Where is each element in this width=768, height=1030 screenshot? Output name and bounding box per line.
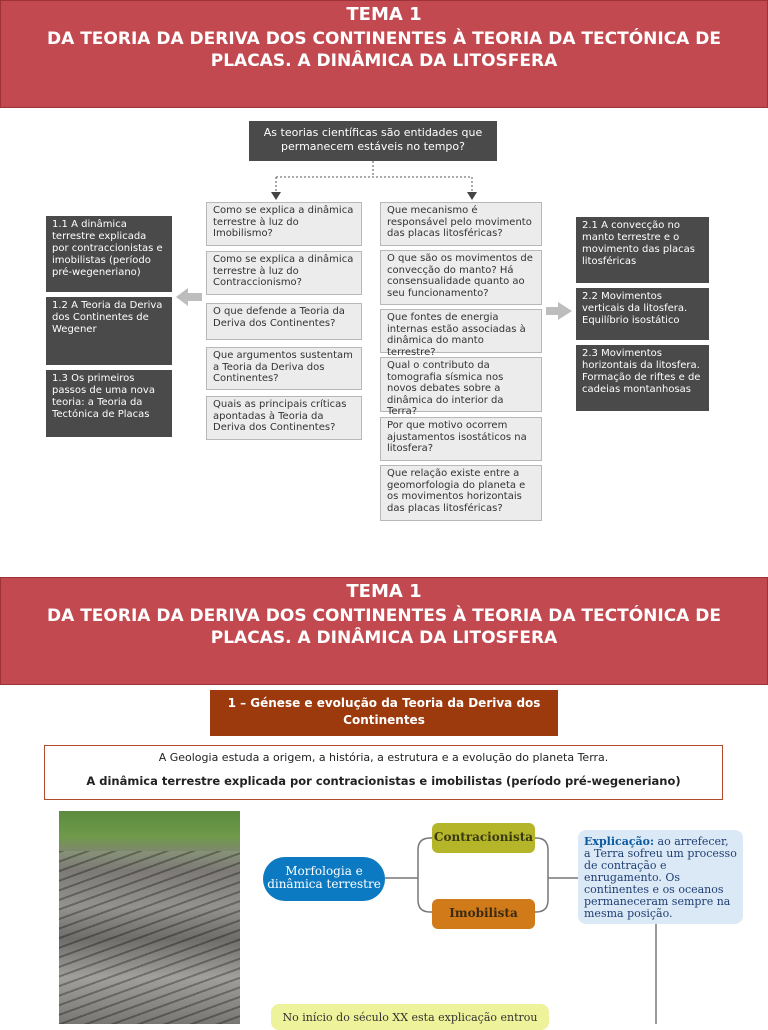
intro-box bbox=[44, 745, 723, 800]
left-topic-1-2: 1.2 A Teoria da Deriva dos Continentes de Wegener bbox=[46, 297, 172, 365]
left-question-2: Como se explica a dinâmica terrestre à luz do Contraccionismo? bbox=[206, 251, 362, 295]
right-question-5: Por que motivo ocorrem ajustamentos isostáticos na litosfera? bbox=[380, 417, 542, 461]
right-topic-2-2: 2.2 Movimentos verticais da litosfera. Equilíbrio isostático bbox=[576, 288, 709, 340]
right-question-2: O que são os movimentos de convecção do manto? Há consensualidade quanto ao seu funcionamento? bbox=[380, 250, 542, 305]
right-question-6: Que relação existe entre a geomorfologia do planeta e os movimentos horizontais das placas litosféricas? bbox=[380, 465, 542, 521]
contracionista-pill: Contracionista bbox=[432, 823, 535, 853]
footer-note bbox=[271, 1004, 549, 1030]
top-question: As teorias científicas são entidades que permanecem estáveis no tempo? bbox=[249, 121, 497, 161]
left-topic-1-3: 1.3 Os primeiros passos de uma nova teoria: a Teoria da Tectónica de Placas bbox=[46, 370, 172, 437]
slide2-title: DA TEORIA DA DERIVA DOS CONTINENTES À TEORIA DA TECTÓNICA DE PLACAS. A DINÂMICA DA LITOSFERA bbox=[47, 606, 721, 648]
right-topic-2-3: 2.3 Movimentos horizontais da litosfera. Formação de riftes e de cadeias montanhosas bbox=[576, 345, 709, 411]
right-topic-2-1: 2.1 A convecção no manto terrestre e o movimento das placas litosféricas bbox=[576, 217, 709, 283]
explanation-label: Explicação: bbox=[584, 835, 655, 848]
left-question-3: O que defende a Teoria da Deriva dos Continentes? bbox=[206, 303, 362, 340]
intro-line-2: A dinâmica terrestre explicada por contracionistas e imobilistas (período pré-wegeneriano) bbox=[86, 774, 681, 788]
left-question-4: Que argumentos sustentam a Teoria da Deriva dos Continentes? bbox=[206, 347, 362, 390]
root-morfologia-pill: Morfologia e dinâmica terrestre bbox=[263, 857, 385, 901]
slide2-banner bbox=[0, 577, 768, 685]
slide1-tema: TEMA 1 bbox=[346, 4, 422, 25]
right-question-3: Que fontes de energia internas estão associadas à dinâmica do manto terrestre? bbox=[380, 309, 542, 353]
explanation-box bbox=[578, 830, 743, 924]
left-topic-1-1: 1.1 A dinâmica terrestre explicada por contraccionistas e imobilistas (período pré-wegeneriano) bbox=[46, 216, 172, 292]
right-question-4: Qual o contributo da tomografia sísmica nos novos debates sobre a dinâmica do interior da Terra? bbox=[380, 357, 542, 412]
intro-line-1: A Geologia estuda a origem, a história, a estrutura e a evolução do planeta Terra. bbox=[158, 751, 609, 764]
left-question-1: Como se explica a dinâmica terrestre à luz do Imobilismo? bbox=[206, 202, 362, 246]
slide2-tema: TEMA 1 bbox=[346, 581, 422, 602]
footer-note-text: No início do século XX esta explicação entrou bbox=[282, 1011, 538, 1024]
explanation-text: ao arrefecer, a Terra sofreu um processo de contração e enrugamento. Os continentes e os oceanos permaneceram sempre na mesma posição. bbox=[584, 835, 737, 920]
left-question-5: Quais as principais críticas apontadas à Teoria da Deriva dos Continentes? bbox=[206, 396, 362, 440]
section-tag: 1 – Génese e evolução da Teoria da Deriva dos Continentes bbox=[210, 690, 558, 736]
imobilista-pill: Imobilista bbox=[432, 899, 535, 929]
slide1-title: DA TEORIA DA DERIVA DOS CONTINENTES À TEORIA DA TECTÓNICA DE PLACAS. A DINÂMICA DA LITOSFERA bbox=[47, 29, 721, 71]
right-question-1: Que mecanismo é responsável pelo movimento das placas litosféricas? bbox=[380, 202, 542, 246]
